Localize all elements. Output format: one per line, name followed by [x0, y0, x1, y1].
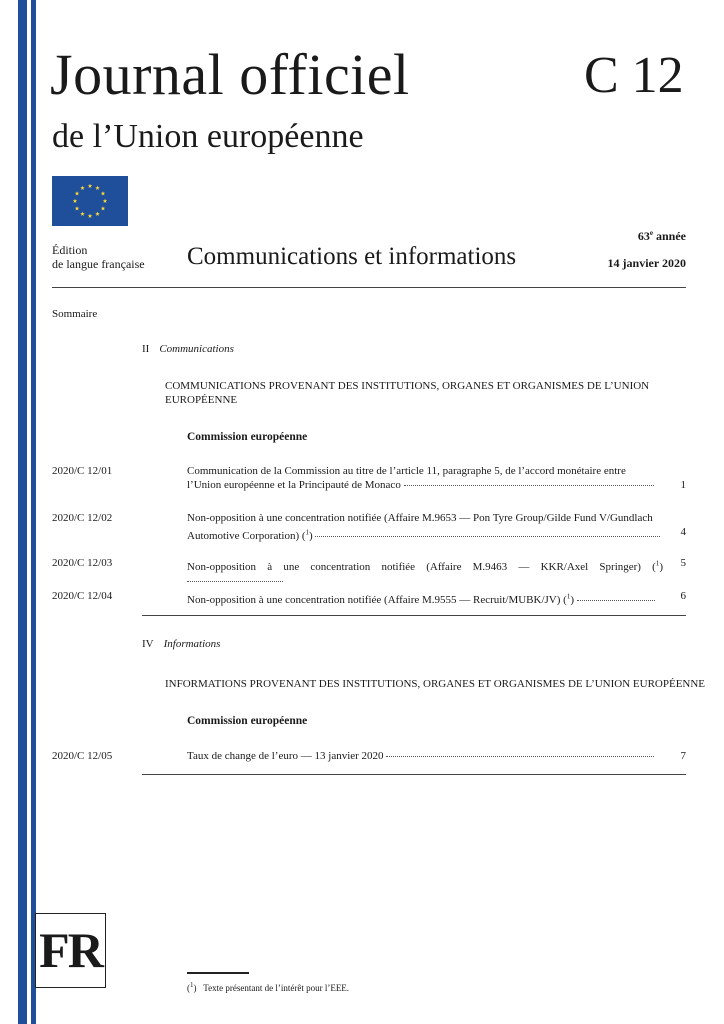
section-title: Communications et informations [187, 243, 517, 270]
entry-page: 5 [680, 557, 686, 569]
language-code-box: FR [35, 913, 106, 988]
section-divider [142, 774, 686, 775]
blue-margin-bar [18, 0, 27, 1024]
part-iv-heading: INFORMATIONS PROVENANT DES INSTITUTIONS, ORGANES ET ORGANISMES DE L’UNION EUROPÉENNE [165, 678, 706, 690]
part-ii-header: II Communications [142, 343, 234, 355]
part-iv-body: Commission européenne [187, 715, 308, 727]
eu-flag-icon [52, 176, 128, 226]
summary-label: Sommaire [52, 308, 98, 320]
section-divider [142, 615, 686, 616]
entry-page: 6 [680, 590, 686, 602]
part-ii-heading-line1: COMMUNICATIONS PROVENANT DES INSTITUTIONS, ORGANES ET ORGANISMES DE L’UNION [165, 380, 650, 392]
journal-subtitle: de l’Union européenne [52, 118, 364, 155]
entry-page: 7 [680, 750, 686, 762]
entry-ref[interactable]: 2020/C 12/05 [52, 750, 113, 762]
header-divider [52, 287, 686, 288]
footnote: ($^1$) Texte présentant de l’intérêt pour l’EEE. [187, 981, 350, 993]
part-ii-body: Commission européenne [187, 431, 308, 443]
entry-ref[interactable]: 2020/C 12/01 [52, 465, 113, 477]
journal-title: Journal officiel [50, 42, 410, 107]
issue-number: C 12 [584, 47, 684, 104]
entry-page: 1 [680, 479, 686, 491]
entry-ref[interactable]: 2020/C 12/02 [52, 512, 113, 524]
edition-language: de langue française [52, 257, 145, 271]
entry-ref[interactable]: 2020/C 12/03 [52, 557, 113, 569]
issue-date: 14 janvier 2020 [607, 256, 686, 270]
blue-margin-bar-thin [31, 0, 36, 1024]
entry-title[interactable]: Non-opposition à une concentration notifiée (Affaire M.9555 — Recruit/MUBK/JV) ($^1$) [187, 589, 663, 607]
entry-page: 4 [680, 526, 686, 538]
part-iv-header: IV Informations [142, 638, 221, 650]
year-label: 63e année [637, 229, 686, 243]
entry-title[interactable]: Taux de change de l’euro — 13 janvier 2020 [187, 749, 663, 763]
entry-title[interactable]: Non-opposition à une concentration notifiée (Affaire M.9463 — KKR/Axel Springer) ($^1$) [187, 556, 663, 588]
entry-title[interactable]: Communication de la Commission au titre de l’article 11, paragraphe 5, de l’accord monétaire entre l’Union européenne et la Principauté de Monaco [187, 464, 663, 492]
part-ii-heading-line2: EUROPÉENNE [165, 394, 238, 406]
entry-ref[interactable]: 2020/C 12/04 [52, 590, 113, 602]
edition-label: Édition [52, 243, 88, 257]
footnote-rule [187, 972, 249, 974]
entry-title[interactable]: Non-opposition à une concentration notifiée (Affaire M.9653 — Pon Tyre Group/Gilde Fund V/Gundlach Automotive Corporation) ($^1$) [187, 511, 663, 543]
